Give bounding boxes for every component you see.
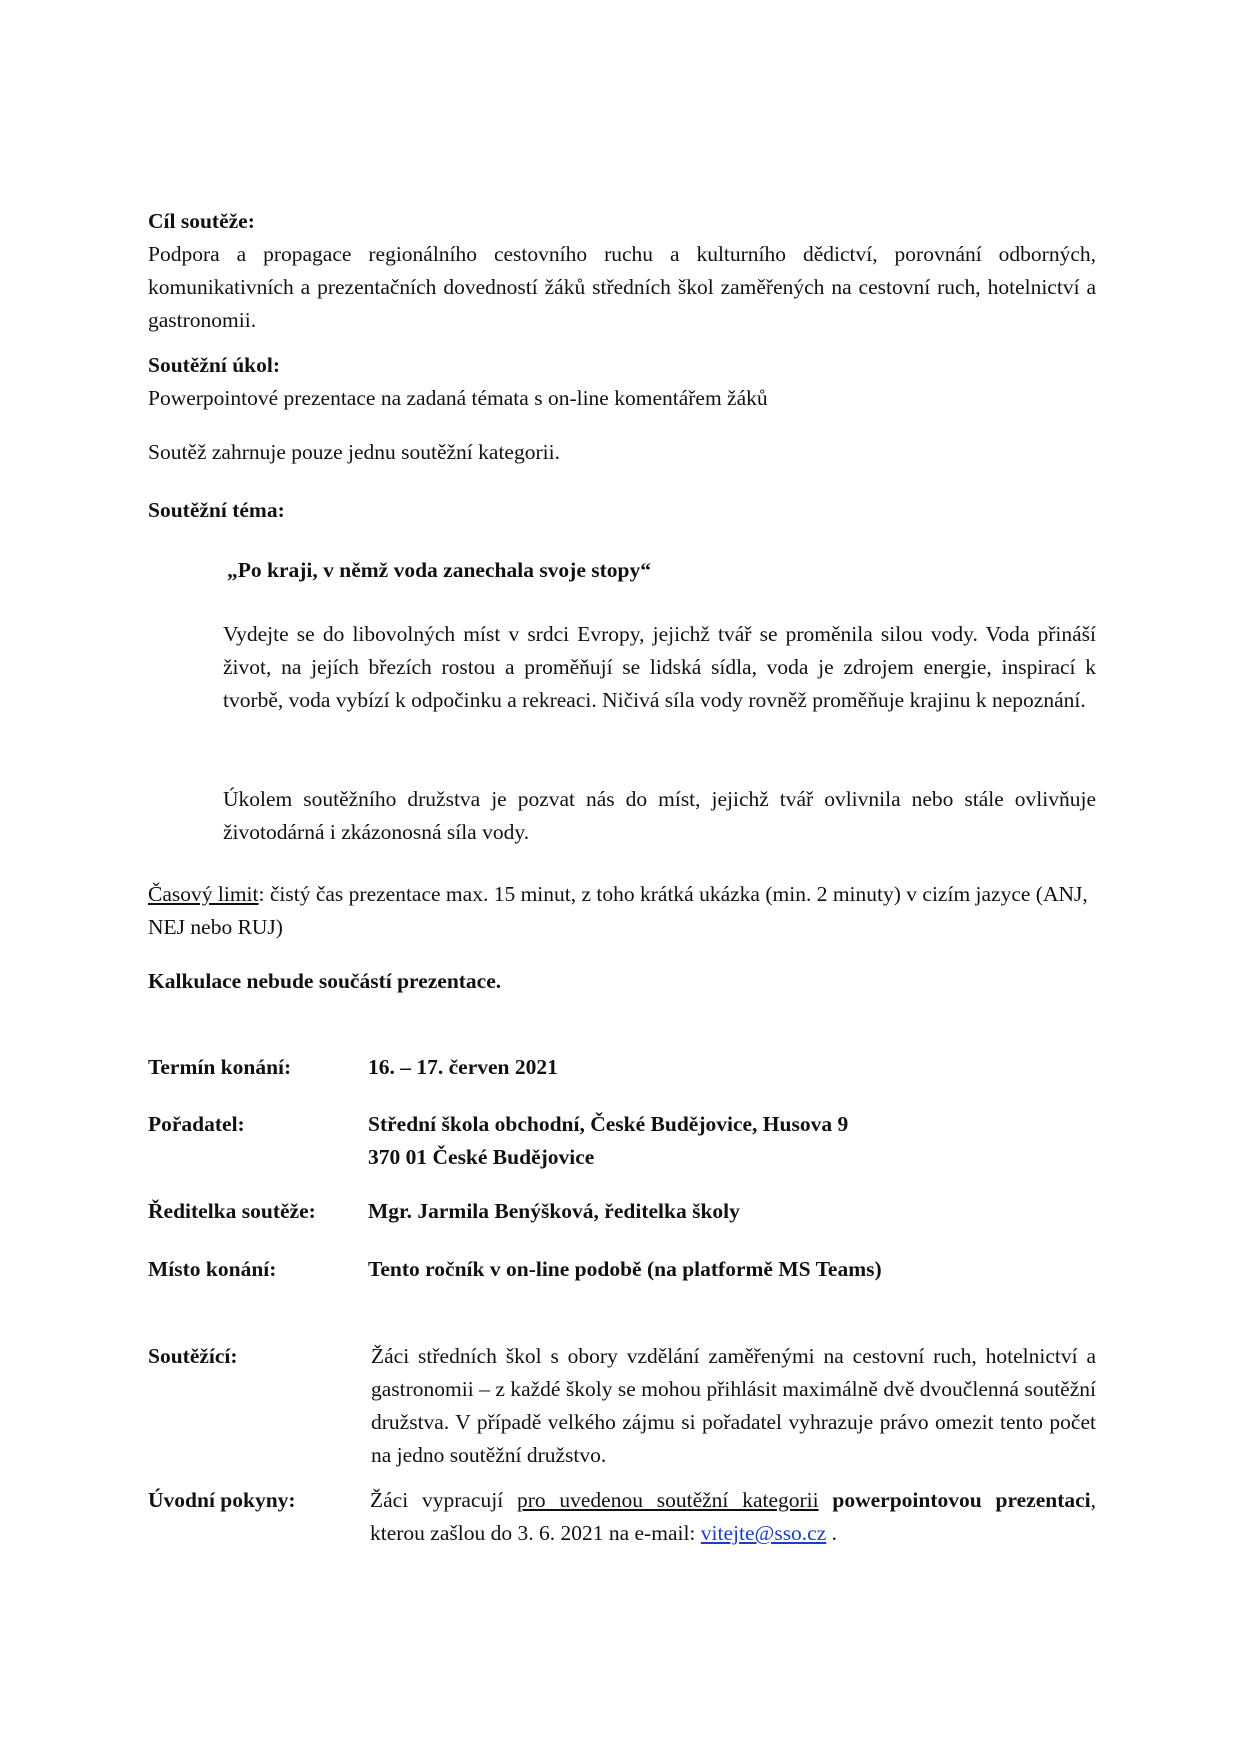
time-limit — [148, 878, 1096, 944]
director-label: Ředitelka soutěže: — [148, 1199, 316, 1223]
theme-paragraph-1 — [223, 618, 1096, 717]
theme-heading: Soutěžní téma: — [148, 498, 285, 522]
goal-text: Podpora a propagace regionálního cestovního ruchu a kulturního dědictví, porovnání odborných, komunikativních a prezentačních dovedností žáků středních škol zaměřených na cestovní ruch, hotelnictví a gastronomii. — [148, 242, 1096, 332]
theme-title: „Po kraji, v němž voda zanechala svoje stopy“ — [227, 558, 651, 582]
goal-heading: Cíl soutěže: — [148, 209, 255, 233]
time-limit-label: Časový limit — [148, 882, 259, 906]
theme-paragraph-2 — [223, 783, 1096, 849]
time-limit-text: : čistý čas prezentace max. 15 minut, z toho krátká ukázka (min. 2 minuty) v cizím jazyce (ANJ, NEJ nebo RUJ) — [148, 882, 1088, 939]
date-label: Termín konání: — [148, 1055, 292, 1079]
instructions-bold: powerpointovou prezentaci — [818, 1488, 1091, 1512]
venue-value: Tento ročník v on-line podobě (na platformě MS Teams) — [368, 1257, 882, 1281]
task-heading: Soutěžní úkol: — [148, 353, 281, 377]
instructions-label: Úvodní pokyny: — [148, 1488, 296, 1512]
task-text: Powerpointové prezentace na zadaná témata s on-line komentářem žáků — [148, 386, 768, 410]
theme-text-1: Vydejte se do libovolných míst v srdci Evropy, jejichž tvář se proměnila silou vody. Voda přináší život, na jejích březích rostou a proměňují se lidská sídla, voda je zdrojem energie, inspirací k tvorbě, voda vybízí k odpočinku a rekreaci. Ničivá síla vody rovněž proměňuje krajinu k nepoznání. — [223, 622, 1096, 712]
theme-text-2: Úkolem soutěžního družstva je pozvat nás do míst, jejichž tvář ovlivnila nebo stále ovlivňuje životodárná i zkázonosná síla vody. — [223, 787, 1096, 844]
participants-label: Soutěžící: — [148, 1344, 238, 1368]
organizer-label: Pořadatel: — [148, 1112, 245, 1136]
instructions-text-1: Žáci vypracují — [370, 1488, 517, 1512]
instructions-underlined: pro uvedenou soutěžní kategorii — [516, 1488, 819, 1512]
instructions-end: . — [826, 1521, 838, 1545]
calculation-note: Kalkulace nebude součástí prezentace. — [148, 969, 502, 993]
category-note: Soutěž zahrnuje pouze jednu soutěžní kategorii. — [148, 440, 560, 464]
section-task — [148, 349, 1096, 415]
date-value: 16. – 17. červen 2021 — [368, 1055, 558, 1079]
instructions-text-2: , kterou zašlou do 3. 6. 2021 na e-mail: — [370, 1488, 1096, 1545]
director-value: Mgr. Jarmila Benýšková, ředitelka školy — [368, 1199, 740, 1223]
venue-label: Místo konání: — [148, 1257, 277, 1281]
section-goal — [148, 205, 1096, 337]
participants-text: Žáci středních škol s obory vzdělání zaměřenými na cestovní ruch, hotelnictví a gastronomii – z každé školy se mohou přihlásit maximálně dvě dvoučlenná soutěžní družstva. V případě velkého zájmu si pořadatel vyhrazuje právo omezit tento počet na jedno soutěžní družstvo. — [371, 1344, 1096, 1467]
organizer-line-2: 370 01 České Budějovice — [368, 1145, 595, 1169]
email-link[interactable]: vitejte@sso.cz — [700, 1521, 827, 1545]
organizer-line-1: Střední škola obchodní, České Budějovice, Husova 9 — [368, 1112, 849, 1136]
